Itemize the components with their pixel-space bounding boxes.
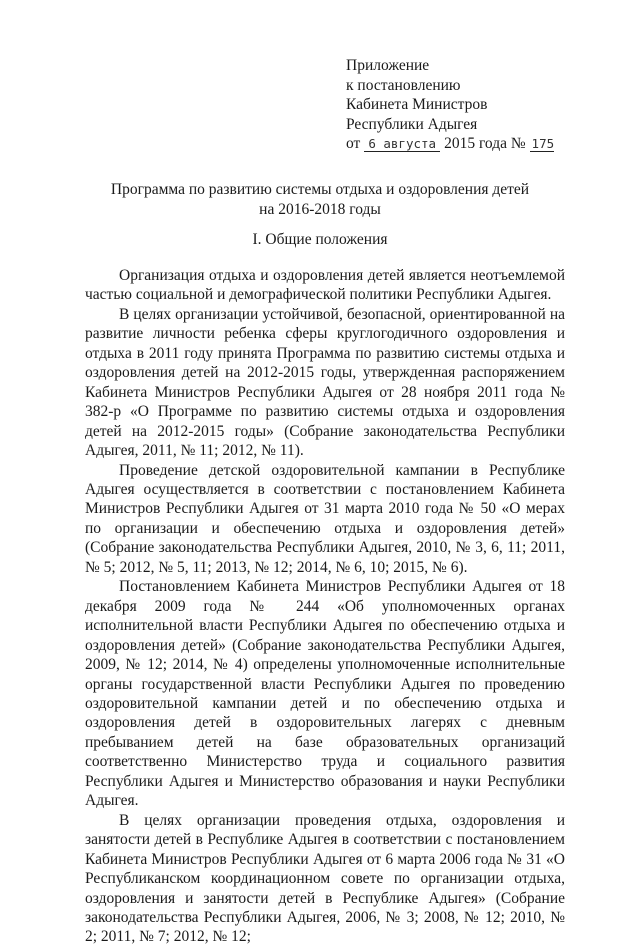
paragraph: Организация отдыха и оздоровления детей является неотъемлемой частью социальной и демографической политики Республики Адыгея. xyxy=(85,267,565,304)
appendix-block xyxy=(346,56,554,154)
paragraph: Постановлением Кабинета Министров Республики Адыгея от 18 декабря 2009 года № 244 «Об уполномоченных органах исполнительной власти Республики Адыгея по обеспечению отдыха и оздоровления детей» (Собрание законодательства Республики Адыгея, 2009, № 12; 2014, № 4) определены уполномоченные исполнительные органы государственной власти Республики Адыгея по проведению оздоровительной кампании детей и по обеспечению отдыха и оздоровления детей в оздоровительных лагерях с дневным пребыванием детей на базе образовательных организаций соответственно Министерство труда и социального развития Республики Адыгея и Министерство образования и науки Республики Адыгея. xyxy=(85,578,565,810)
section-heading: I. Общие положения xyxy=(252,231,388,248)
title-line: на 2016-2018 годы xyxy=(259,200,381,218)
paragraph: Проведение детской оздоровительной кампании в Республике Адыгея осуществляется в соответствии с постановлением Кабинета Министров Республики Адыгея от 31 марта 2010 года № 50 «О мерах по организации и обеспечению отдыха и оздоровления детей» (Собрание законодательства Республики Адыгея, 2010, № 3, 6, 11; 2011, № 5; 2012, № 5, 11; 2013, № 12; 2014, № 6, 10; 2015, № 6). xyxy=(85,461,565,576)
paragraph: В целях организации устойчивой, безопасной, ориентированной на развитие личности ребенка сферы круглогодичного оздоровления и отдыха в 2011 году принята Программа по развитию системы отдыха и оздоровления детей на 2012-2015 годы, утвержденная распоряжением Кабинета Министров Республики Адыгея от 28 ноября 2011 года № 382-р «О Программе по развитию системы отдыха и оздоровления детей на 2012-2015 годы» (Собрание законодательства Республики Адыгея, 2011, № 11; 2012, № 11). xyxy=(85,305,565,460)
appendix-date-line xyxy=(346,134,554,154)
date-suffix: 2015 года № xyxy=(444,135,526,152)
appendix-line: к постановлению xyxy=(346,76,461,94)
appendix-line: Республики Адыгея xyxy=(346,115,478,133)
paragraph: В целях организации проведения отдыха, оздоровления и занятости детей в Республике Адыгея в соответствии с постановлением Кабинета Министров Республики Адыгея от 6 марта 2006 года № 31 «О Республиканском координационном совете по организации отдыха, оздоровления и занятости детей в Республике Адыгея» (Собрание законодательства Республики Адыгея, 2006, № 3; 2008, № 12; 2010, № 2; 2011, № 7; 2012, № 12; xyxy=(85,811,565,946)
handwritten-number: 175 xyxy=(531,136,555,151)
handwritten-date: 6 августа xyxy=(364,136,440,152)
title-line: Программа по развитию системы отдыха и оздоровления детей xyxy=(110,181,530,198)
body-text xyxy=(85,266,565,947)
appendix-line: Кабинета Министров xyxy=(346,96,488,113)
appendix-line: Приложение xyxy=(346,57,430,74)
document-title xyxy=(60,180,580,219)
date-prefix: от xyxy=(346,135,361,152)
